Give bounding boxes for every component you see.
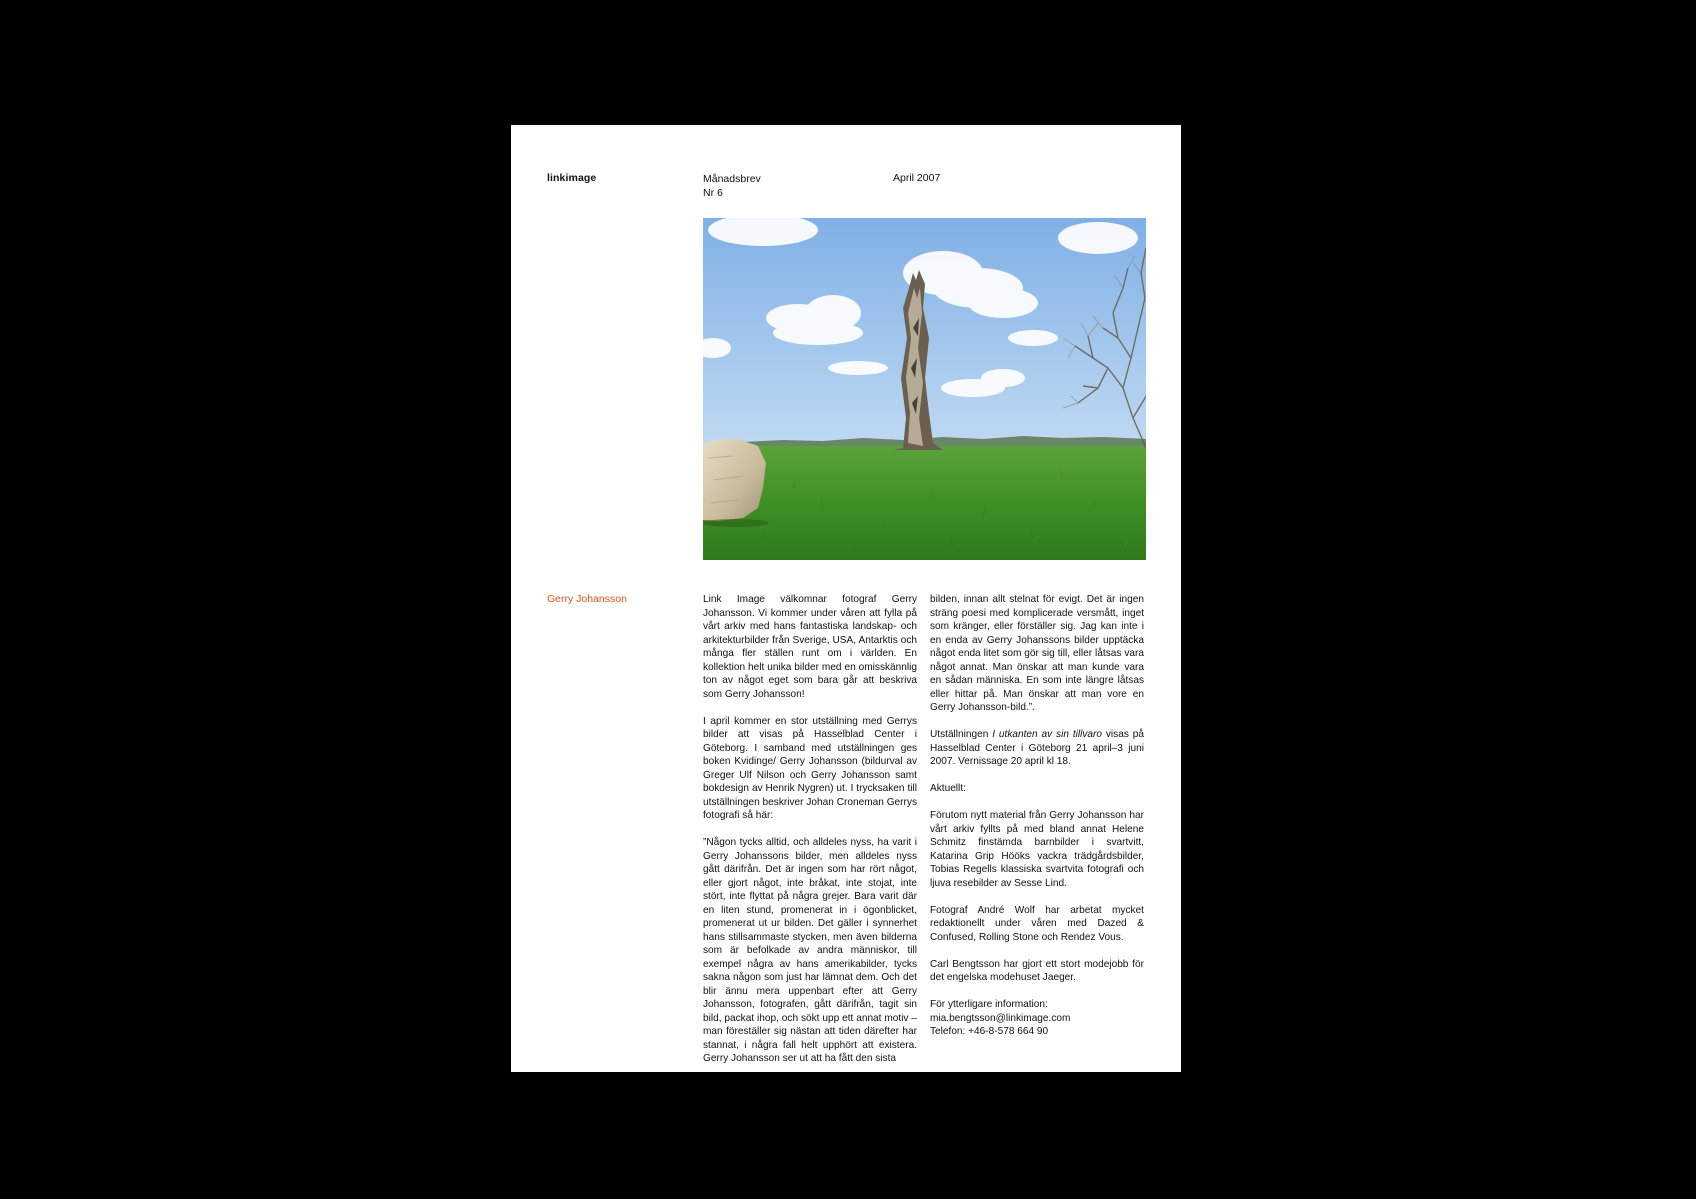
contact-block xyxy=(930,998,1144,1039)
contact-phone: Telefon: +46-8-578 664 90 xyxy=(930,1026,1049,1037)
issue-number: Nr 6 xyxy=(703,187,723,199)
exhibition-paragraph xyxy=(930,728,1144,769)
issue-date: April 2007 xyxy=(893,172,941,184)
news-paragraph: Carl Bengtsson har gjort ett stort modejobb för det engelska modehuset Jaeger. xyxy=(930,958,1144,983)
article-column-2 xyxy=(930,593,1144,1052)
contact-label: För ytterligare information: xyxy=(930,999,1048,1010)
landscape-photo-tree-stump-icon xyxy=(703,218,1146,560)
article-quote: ”Någon tycks alltid, och alldeles nyss, ha varit i Gerry Johanssons bilder, men alldeles nyss gått därifrån. Det är ingen som har rört något, eller gjort något, inte bråkat, inte stojat, inte stört, inte flyttat på några grejer. Bara varit där en liten stund, promenerat in i ögonblicket, promenerat ut ur bilden. Det gäller i synnerhet hans stillsammaste stycken, men även bilderna som är befolkade av andra människor, till exempel några av hans amerikabilder, tycks sakna någon som just har lämnat dem. Och det blir ännu mera uppenbart efter att Gerry Johansson, fotografen, gått därifrån, tagit sin bild, packat ihop, och sökt upp ett annat motiv – man föreställer sig nästan att tiden därefter har stannat, i några fall helt upphört att existera. Gerry Johansson ser ut att ha fått den sista xyxy=(703,837,917,1064)
exhibition-text-after: visas på Hasselblad Center i Göteborg 21 april–3 juni 2007. Vernissage 20 april kl 18. xyxy=(930,729,1144,767)
author-name: Gerry Johansson xyxy=(547,593,627,605)
news-paragraph: Förutom nytt material från Gerry Johansson har vårt arkiv fyllts på med bland annat Helene Schmitz finstämda barnbilder i svartvitt, Katarina Grip Hööks vackra trädgårdsbilder, Tobias Regells klassiska svartvita fotografi och ljuva resebilder av Sesse Lind. xyxy=(930,810,1144,889)
article-paragraph: bilden, innan allt stelnat för evigt. Det är ingen sträng poesi med komplicerade versmått, inget som kränger, eller förställer sig. Jag kan inte i en enda av Gerry Johanssons bilder upptäcka något enda litet som gör sig till, eller låtsas vara något annat. Man önskar att man kunde vara en sådan människa. En som inte längre låtsas eller hittar på. Man önskar att man vore en Gerry Johansson-bild.”. xyxy=(930,594,1144,713)
exhibition-text-before: Utställningen xyxy=(930,729,993,740)
issue-title: Månadsbrev xyxy=(703,173,761,185)
newsletter-page xyxy=(511,125,1181,1072)
news-paragraph: Fotograf André Wolf har arbetat mycket redaktionellt under våren med Dazed & Confused, Rolling Stone och Rendez Vous. xyxy=(930,904,1144,943)
news-heading: Aktuellt: xyxy=(930,783,966,794)
issue-info xyxy=(703,172,761,200)
brand-logo-text: linkimage xyxy=(547,172,597,184)
article-paragraph: Link Image välkomnar fotograf Gerry Johansson. Vi kommer under våren att fylla på vårt arkiv med hans fantastiska landskap- och arkitekturbilder från Sverige, USA, Antarktis och många fler ställen runt om i världen. En kollektion helt unika bilder med en omisskännlig ton av något eget som bara går att beskriva som Gerry Johansson! xyxy=(703,594,917,700)
article-column-1 xyxy=(703,593,917,1079)
landscape-photo xyxy=(703,218,1146,560)
exhibition-title: I utkanten av sin tillvaro xyxy=(992,729,1102,740)
article-paragraph: I april kommer en stor utställning med Gerrys bilder att visas på Hasselblad Center i Göteborg. I samband med utställningen ges boken Kvidinge/ Gerry Johansson (bildurval av Greger Ulf Nilson och Gerry Johansson samt bokdesign av Henrik Nygren) ut. I trycksaken till utställningen beskriver Johan Croneman Gerrys fotografi så här: xyxy=(703,715,917,821)
contact-email: mia.bengtsson@linkimage.com xyxy=(930,1012,1071,1024)
